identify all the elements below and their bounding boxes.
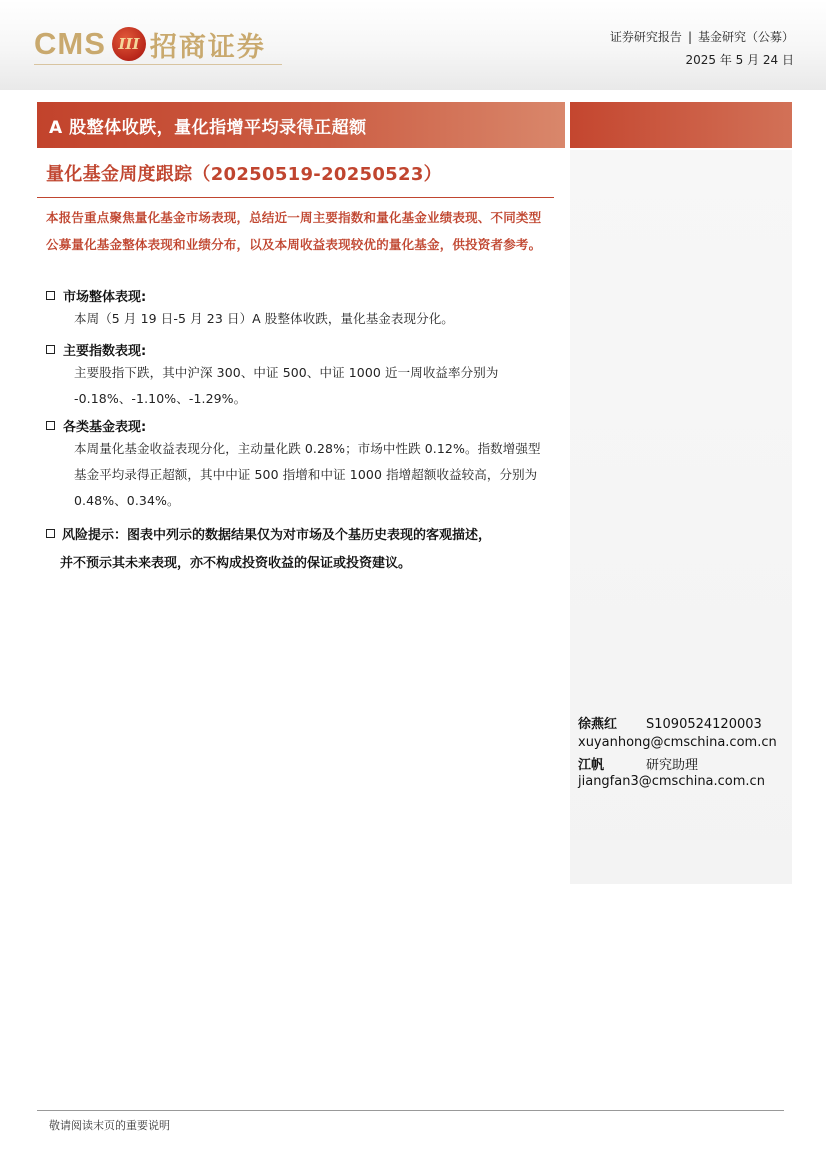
title-bar	[37, 102, 565, 148]
analyst-role: 研究助理	[646, 758, 699, 773]
checkbox-bullet-icon	[46, 529, 55, 538]
section-heading-text: 各类基金表现:	[63, 420, 147, 435]
report-category: 基金研究（公募）	[697, 30, 794, 44]
analyst-2-email[interactable]: jiangfan3@cmschina.com.cn	[578, 774, 765, 789]
section-body-funds: 本周量化基金收益表现分化，主动量化跌 0.28%；市场中性跌 0.12%。指数增强型基金平均录得正超额，其中中证 500 指增和中证 1000 指增超额收益较高，分别为 0.48%、0.34%。	[74, 441, 541, 508]
logo-chinese-text: 招商证券	[149, 31, 266, 63]
report-title: A 股整体收跌，量化指增平均录得正超额	[49, 117, 367, 138]
section-heading-index	[46, 340, 146, 359]
analyst-name: 江帆	[578, 758, 605, 773]
analyst-1-email[interactable]: xuyanhong@cmschina.com.cn	[578, 735, 777, 750]
footer-notice: 敬请阅读末页的重要说明	[49, 1119, 170, 1132]
section-body-index: 主要股指下跌，其中沪深 300、中证 500、中证 1000 近一周收益率分别为 -0.18%、-1.10%、-1.29%。	[74, 365, 499, 406]
report-subtitle: 量化基金周度跟踪（20250519-20250523）	[46, 164, 442, 185]
logo-emblem-icon: III	[112, 27, 146, 61]
report-summary: 本报告重点聚焦量化基金市场表现，总结近一周主要指数和量化基金业绩表现、不同类型公募量化基金整体表现和业绩分布，以及本周收益表现较优的量化基金，供投资者参考。	[46, 210, 542, 252]
section-heading-funds	[46, 416, 146, 435]
analyst-name: 徐燕红	[578, 717, 618, 732]
checkbox-bullet-icon	[46, 345, 55, 354]
checkbox-bullet-icon	[46, 291, 55, 300]
report-date: 2025 年 5 月 24 日	[685, 53, 794, 67]
header-separator: |	[687, 30, 692, 44]
risk-warning-line-2: 并不预示其未来表现，亦不构成投资收益的保证或投资建议。	[60, 556, 412, 571]
section-heading-text: 主要指数表现:	[63, 344, 147, 359]
subtitle-divider	[37, 197, 554, 198]
report-classification	[610, 28, 794, 45]
section-heading-market	[46, 286, 146, 305]
cms-logo	[34, 22, 266, 66]
analyst-2	[578, 754, 698, 773]
sidebar-header-bar	[570, 102, 792, 148]
analyst-license-id: S1090524120003	[646, 717, 762, 732]
logo-underline	[34, 64, 282, 65]
footer-divider	[37, 1110, 784, 1111]
logo-latin-text: CMS	[34, 26, 106, 61]
analyst-1	[578, 713, 762, 732]
checkbox-bullet-icon	[46, 421, 55, 430]
report-type: 证券研究报告	[609, 30, 682, 44]
section-body-market: 本周（5 月 19 日-5 月 23 日）A 股整体收跌，量化基金表现分化。	[74, 311, 454, 326]
risk-warning-line-1: 风险提示：图表中列示的数据结果仅为对市场及个基历史表现的客观描述，	[62, 528, 492, 543]
section-heading-text: 市场整体表现:	[63, 290, 147, 305]
risk-warning	[46, 522, 556, 578]
